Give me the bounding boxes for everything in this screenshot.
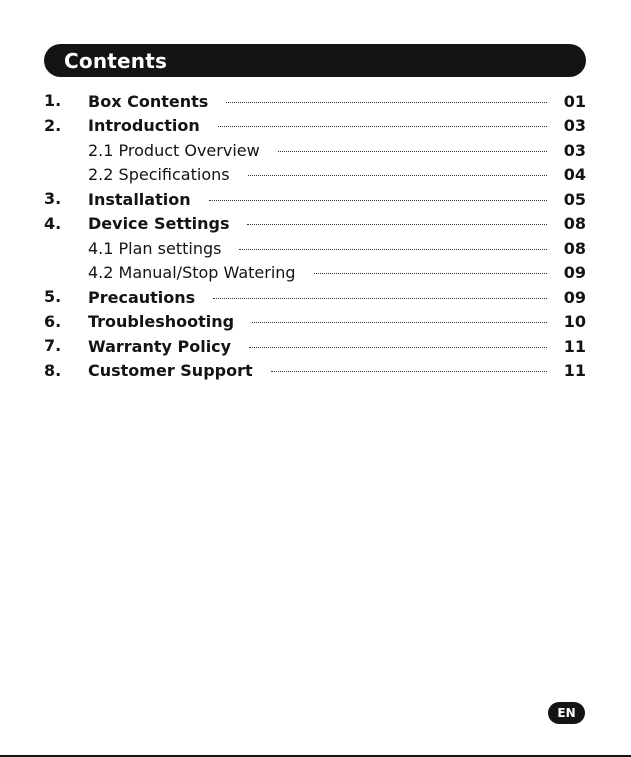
dotted-leader <box>314 273 547 274</box>
toc-entry-page: 03 <box>563 116 586 136</box>
toc-entry[interactable] <box>44 89 586 114</box>
toc-entry-label: 2.1 Product Overview <box>88 140 260 160</box>
dotted-leader <box>239 249 546 250</box>
toc-subentry[interactable] <box>44 163 586 188</box>
toc-entry[interactable] <box>44 212 586 237</box>
toc-entry-label: Troubleshooting <box>88 312 235 332</box>
toc-entry[interactable] <box>44 359 586 384</box>
toc-entry-label: Precautions <box>88 287 196 307</box>
toc-entry[interactable] <box>44 310 586 335</box>
dotted-leader <box>247 224 546 225</box>
toc-entry-label: Introduction <box>88 116 200 136</box>
toc-entry-label: 4.2 Manual/Stop Watering <box>88 263 296 283</box>
toc-entry[interactable] <box>44 187 586 212</box>
toc-entry[interactable] <box>44 334 586 359</box>
toc-entry-page: 11 <box>563 336 586 356</box>
toc-entry-number: 6. <box>44 311 62 331</box>
toc-entry[interactable] <box>44 285 586 310</box>
toc-entry-number: 2. <box>44 115 62 135</box>
toc-entry-label: Device Settings <box>88 214 230 234</box>
toc-entry-label: Customer Support <box>88 361 253 381</box>
contents-header-bar <box>44 44 586 77</box>
dotted-leader <box>249 347 547 348</box>
toc-entry-page: 09 <box>563 263 586 283</box>
toc-entry-page: 03 <box>563 140 586 160</box>
toc-entry-label: Installation <box>88 189 191 209</box>
toc-subentry[interactable] <box>44 138 586 163</box>
language-badge: EN <box>548 702 585 724</box>
toc-entry-number: 8. <box>44 360 62 380</box>
toc-entry-number: 4. <box>44 213 62 233</box>
toc-entry-page: 09 <box>563 287 586 307</box>
dotted-leader <box>209 200 547 201</box>
toc-entry-page: 05 <box>563 189 586 209</box>
dotted-leader <box>213 298 547 299</box>
dotted-leader <box>226 102 546 103</box>
toc-entry-label: Warranty Policy <box>88 336 232 356</box>
toc-entry-number: 3. <box>44 189 62 208</box>
toc-entry-label: Box Contents <box>88 91 209 111</box>
dotted-leader <box>218 126 547 127</box>
toc-entry-page: 01 <box>563 91 586 111</box>
dotted-leader <box>252 322 547 323</box>
toc-entry-page: 08 <box>563 214 586 234</box>
toc-subentry[interactable] <box>44 236 586 261</box>
toc-entry-page: 11 <box>563 361 586 381</box>
toc-subentry[interactable] <box>44 261 586 286</box>
toc-entry-label: 2.2 Specifications <box>88 165 230 185</box>
toc-entry-number: 5. <box>44 287 62 306</box>
dotted-leader <box>278 151 547 152</box>
dotted-leader <box>248 175 547 176</box>
toc-entry-page: 10 <box>563 312 586 332</box>
toc-entry-number: 1. <box>44 91 62 110</box>
toc-entry-page: 04 <box>563 165 586 185</box>
dotted-leader <box>271 371 547 372</box>
page-title: Contents <box>64 48 168 73</box>
table-of-contents <box>44 89 586 383</box>
toc-entry-page: 08 <box>563 238 586 258</box>
toc-entry-number: 7. <box>44 336 62 355</box>
toc-entry[interactable] <box>44 114 586 139</box>
toc-entry-label: 4.1 Plan settings <box>88 238 222 258</box>
